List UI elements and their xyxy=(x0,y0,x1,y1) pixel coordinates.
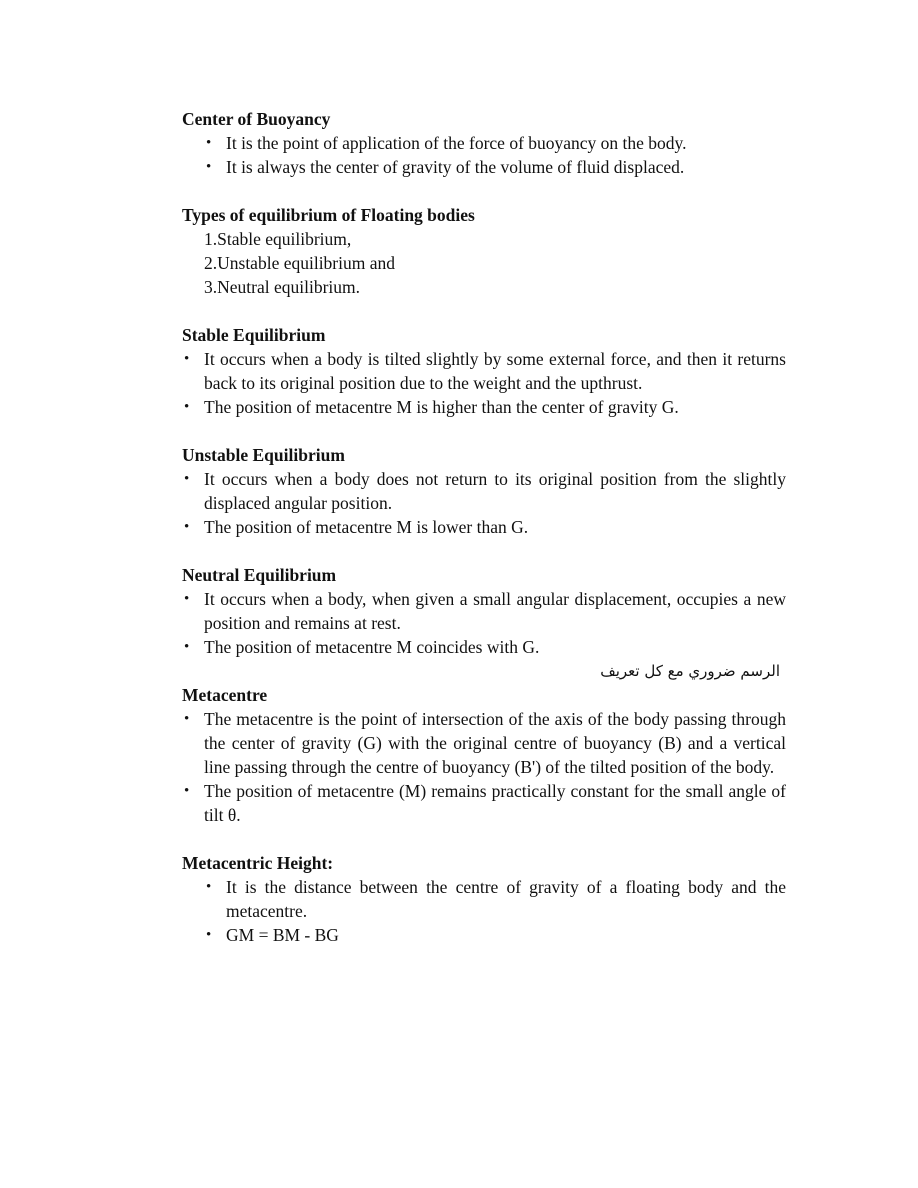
list-item-text: It is the distance between the centre of gravity of a floating body and the metacentre. xyxy=(226,877,786,921)
list-item-text: It is always the center of gravity of the volume of fluid displaced. xyxy=(226,157,685,177)
bullet-icon: • xyxy=(184,351,190,367)
list-item-text: The metacentre is the point of intersection of the axis of the body passing through the center of gravity (G) with the original centre of buoyancy (B) and a vertical line passing through the centre of buoyancy (B') of the tilted position of the body. xyxy=(204,709,786,777)
document-page xyxy=(182,107,786,971)
list-item-text: The position of metacentre M is higher than the center of gravity G. xyxy=(204,397,679,417)
list-item xyxy=(182,635,786,659)
bullet-list xyxy=(182,131,786,179)
list-item-text: The position of metacentre (M) remains practically constant for the small angle of tilt θ. xyxy=(204,781,786,825)
list-item xyxy=(182,515,786,539)
bullet-icon: • xyxy=(184,519,190,535)
section-heading: Metacentric Height: xyxy=(182,853,334,873)
section-metacentre xyxy=(182,683,786,827)
section-center-of-buoyancy xyxy=(182,107,786,179)
section-neutral-equilibrium xyxy=(182,563,786,659)
bullet-icon: • xyxy=(184,591,190,607)
bullet-list xyxy=(182,467,786,539)
section-heading: Unstable Equilibrium xyxy=(182,445,345,465)
section-unstable-equilibrium xyxy=(182,443,786,539)
section-types-of-equilibrium xyxy=(182,203,786,299)
list-item xyxy=(182,707,786,779)
list-item: 1.Stable equilibrium, xyxy=(204,229,352,249)
section-heading: Neutral Equilibrium xyxy=(182,565,337,585)
section-heading: Center of Buoyancy xyxy=(182,109,331,129)
list-item xyxy=(182,779,786,827)
list-item xyxy=(182,923,786,947)
bullet-icon: • xyxy=(184,711,190,727)
bullet-icon: • xyxy=(184,639,190,655)
list-item xyxy=(182,587,786,635)
bullet-icon: • xyxy=(206,879,212,895)
section-stable-equilibrium xyxy=(182,323,786,419)
list-item xyxy=(182,131,786,155)
list-item-text: It is the point of application of the force of buoyancy on the body. xyxy=(226,133,687,153)
list-item-text: The position of metacentre M coincides with G. xyxy=(204,637,540,657)
list-item xyxy=(182,467,786,515)
list-item-text: It occurs when a body, when given a small angular displacement, occupies a new position and remains at rest. xyxy=(204,589,786,633)
list-item: 3.Neutral equilibrium. xyxy=(204,277,361,297)
section-heading: Types of equilibrium of Floating bodies xyxy=(182,205,475,225)
bullet-icon: • xyxy=(206,135,212,151)
section-heading: Metacentre xyxy=(182,685,268,705)
bullet-icon: • xyxy=(184,399,190,415)
bullet-list xyxy=(182,347,786,419)
bullet-list xyxy=(182,587,786,659)
bullet-icon: • xyxy=(184,471,190,487)
list-item xyxy=(182,347,786,395)
bullet-icon: • xyxy=(184,783,190,799)
list-item-text: It occurs when a body does not return to its original position from the slightly displaced angular position. xyxy=(204,469,786,513)
bullet-list xyxy=(182,707,786,827)
list-item xyxy=(182,875,786,923)
bullet-icon: • xyxy=(206,927,212,943)
bullet-list xyxy=(182,875,786,947)
list-item-text: It occurs when a body is tilted slightly by some external force, and then it returns back to its original position due to the weight and the upthrust. xyxy=(204,349,786,393)
list-item-text: The position of metacentre M is lower than G. xyxy=(204,517,529,537)
section-heading: Stable Equilibrium xyxy=(182,325,326,345)
list-item xyxy=(182,395,786,419)
list-item-text: GM = BM - BG xyxy=(226,925,339,945)
arabic-handwritten-note: الرسم ضروري مع كل تعريف xyxy=(600,662,780,680)
bullet-icon: • xyxy=(206,159,212,175)
section-metacentric-height xyxy=(182,851,786,947)
list-item: 2.Unstable equilibrium and xyxy=(204,253,396,273)
list-item xyxy=(182,155,786,179)
numbered-list xyxy=(182,227,786,299)
